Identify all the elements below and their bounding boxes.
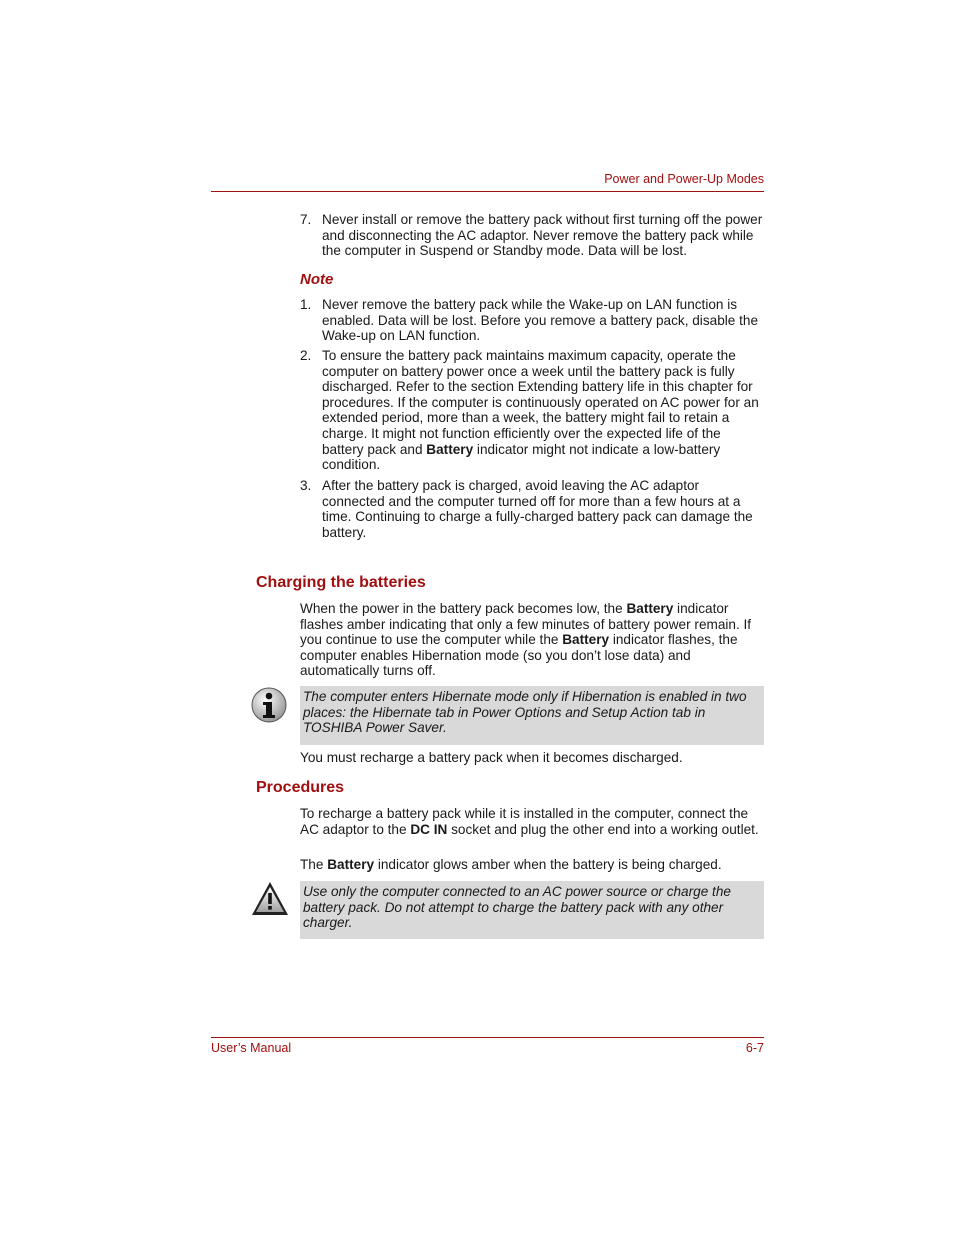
- step-text: Never install or remove the battery pack without first turning off the power and disconnecting the AC adaptor. Never remove the battery pack while the computer in Suspend or Standby mode. Data will be lost.: [322, 212, 763, 259]
- step-number: 7.: [300, 212, 312, 227]
- battery-term: Battery: [327, 857, 375, 872]
- charging-paragraph: [300, 601, 764, 679]
- dc-in-term: DC IN: [410, 821, 448, 837]
- section-heading-charging: Charging the batteries: [256, 574, 426, 591]
- text-part: socket and plug the other end into a working outlet.: [447, 821, 759, 837]
- note-item-text: Never remove the battery pack while the Wake-up on LAN function is enabled. Data will be lost. Before you remove a battery pack, disable the Wake-up on LAN function.: [322, 297, 759, 344]
- procedures-paragraph-1: [300, 806, 764, 837]
- note-item-number: 1.: [300, 297, 312, 312]
- text-part: To recharge a battery pack while it is installed in the computer, connect the AC adaptor to the: [300, 806, 749, 837]
- note-item-number: 2.: [300, 348, 312, 363]
- note-item-number: 3.: [300, 478, 312, 493]
- recharge-paragraph: You must recharge a battery pack when it becomes discharged.: [300, 750, 683, 765]
- page-number: 6-7: [745, 1041, 764, 1055]
- text-part: indicator flashes amber indicating that only a few minutes of battery power remain. If you continue to use the computer while the: [300, 601, 752, 648]
- header-rule: [211, 191, 764, 192]
- info-callout: The computer enters Hibernate mode only if Hibernation is enabled in two places: the Hibernate tab in Power Options and Setup Action tab in TOSHIBA Power Saver.: [300, 686, 764, 745]
- warning-icon: [250, 880, 290, 920]
- running-header: Power and Power-Up Modes: [604, 172, 764, 186]
- info-icon: [250, 686, 290, 726]
- text-part: indicator glows amber when the battery is being charged.: [374, 857, 722, 872]
- note-item-text: After the battery pack is charged, avoid leaving the AC adaptor connected and the computer turned off for more than a few hours at a time. Continuing to charge a fully-charged battery pack can damage the battery.: [322, 478, 753, 540]
- text-part: indicator flashes, the computer enables Hibernation mode (so you don’t lose data) and automatically turns off.: [300, 632, 738, 679]
- battery-term: Battery: [626, 601, 674, 616]
- text-part: The: [300, 857, 328, 872]
- warning-callout: Use only the computer connected to an AC power source or charge the battery pack. Do not attempt to charge the battery pack with any other charger.: [300, 881, 764, 939]
- procedures-paragraph-2: [300, 857, 764, 873]
- text-part: When the power in the battery pack becomes low, the: [300, 601, 627, 616]
- battery-term: Battery: [562, 632, 610, 648]
- note-item-text: [322, 348, 764, 473]
- battery-term: Battery: [426, 441, 474, 457]
- note-item-text-part: indicator might not indicate a low-battery condition.: [322, 441, 721, 473]
- section-heading-procedures: Procedures: [256, 779, 345, 796]
- footer-rule: [211, 1037, 764, 1038]
- note-item-2: [300, 348, 764, 473]
- note-item-3: [300, 478, 764, 540]
- footer-manual-title: User’s Manual: [211, 1041, 292, 1055]
- note-item-1: [300, 297, 764, 344]
- step-7: [300, 212, 764, 259]
- note-heading: Note: [300, 271, 334, 288]
- note-item-text-part: To ensure the battery pack maintains maximum capacity, operate the computer on battery power once a week until the battery pack is fully discharged. Refer to the section Extending battery life in this chapter for procedures. If the computer is continuously operated on AC power for an extended period, more than a week, the battery might fail to retain a charge. It might not function efficiently over the expected life of the battery pack and: [322, 348, 759, 457]
